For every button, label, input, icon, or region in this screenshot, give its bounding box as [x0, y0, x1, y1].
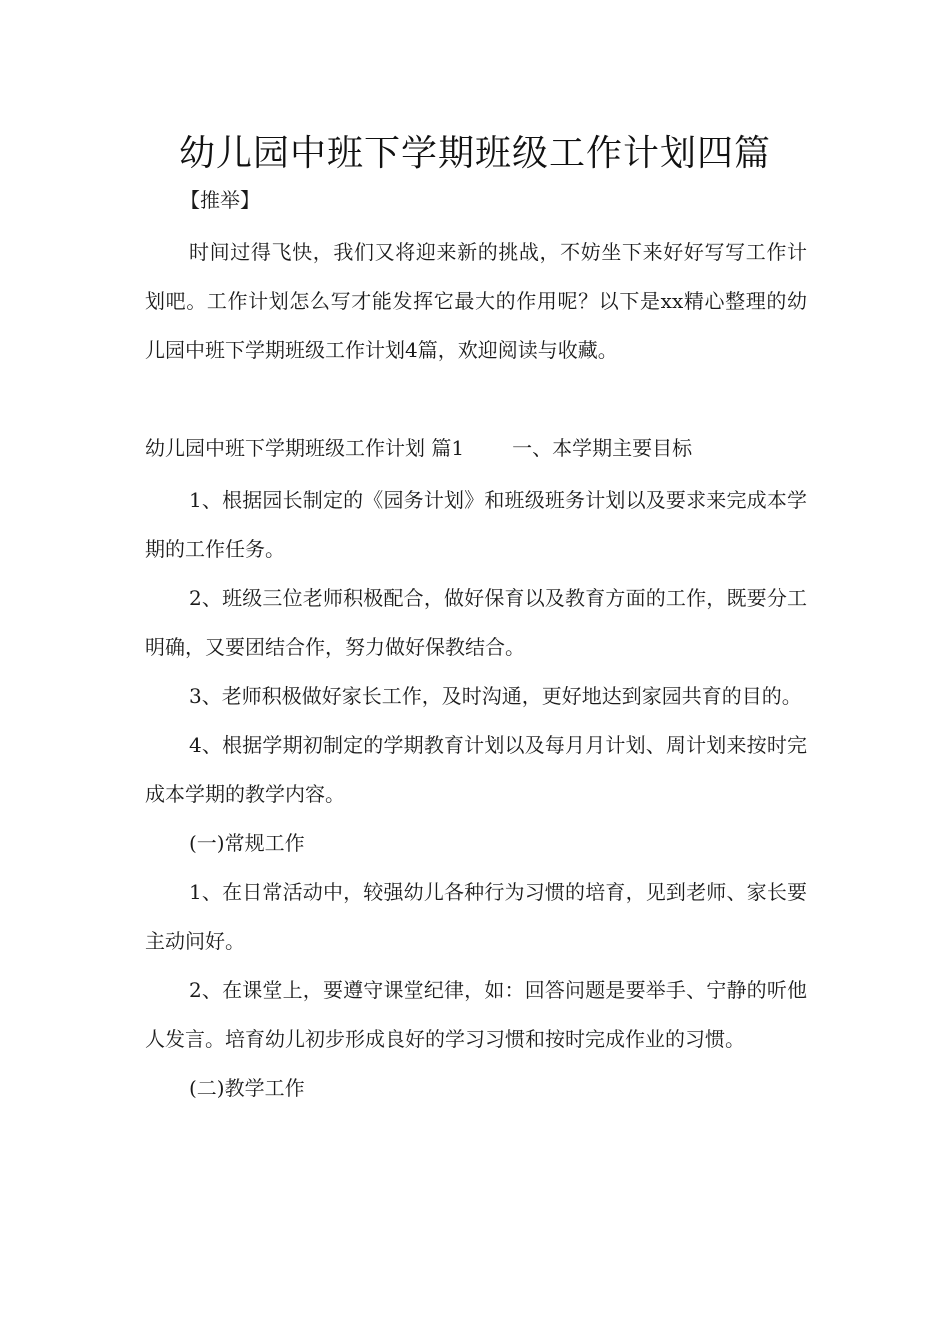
- section-subheading: 一、本学期主要目标: [512, 436, 693, 460]
- section-heading: 幼儿园中班下学期班级工作计划 篇1: [145, 436, 465, 460]
- document-title: 幼儿园中班下学期班级工作计划四篇: [178, 133, 771, 174]
- subheading-teaching-work: (二)教学工作: [189, 1076, 305, 1100]
- paragraph-goal-1: 1、根据园长制定的《园务计划》和班级班务计划以及要求来完成本学期的工作任务。: [145, 488, 807, 561]
- paragraph-goal-2: 2、班级三位老师积极配合，做好保育以及教育方面的工作，既要分工明确，又要团结合作，努力做好保教结合。: [145, 586, 807, 659]
- paragraph-routine-2: 2、在课堂上，要遵守课堂纪律，如：回答问题是要举手、宁静的听他人发言。培育幼儿初步形成良好的学习习惯和按时完成作业的习惯。: [145, 978, 807, 1051]
- intro-paragraph: 时间过得飞快，我们又将迎来新的挑战，不妨坐下来好好写写工作计划吧。工作计划怎么写才能发挥它最大的作用呢？以下是xx精心整理的幼儿园中班下学期班级工作计划4篇，欢迎阅读与收藏。: [145, 240, 807, 362]
- section-heading-line: [145, 426, 692, 470]
- paragraph-goal-3: 3、老师积极做好家长工作，及时沟通，更好地达到家园共育的目的。: [189, 684, 802, 708]
- subheading-routine-work: (一)常规工作: [189, 831, 305, 855]
- content-block: [145, 476, 807, 1113]
- paragraph-goal-4: 4、根据学期初制定的学期教育计划以及每月月计划、周计划来按时完成本学期的教学内容。: [145, 733, 807, 806]
- intro-block: [145, 228, 807, 375]
- paragraph-routine-1: 1、在日常活动中，较强幼儿各种行为习惯的培育，见到老师、家长要主动问好。: [145, 880, 807, 953]
- recommend-tag: 【推举】: [180, 188, 260, 212]
